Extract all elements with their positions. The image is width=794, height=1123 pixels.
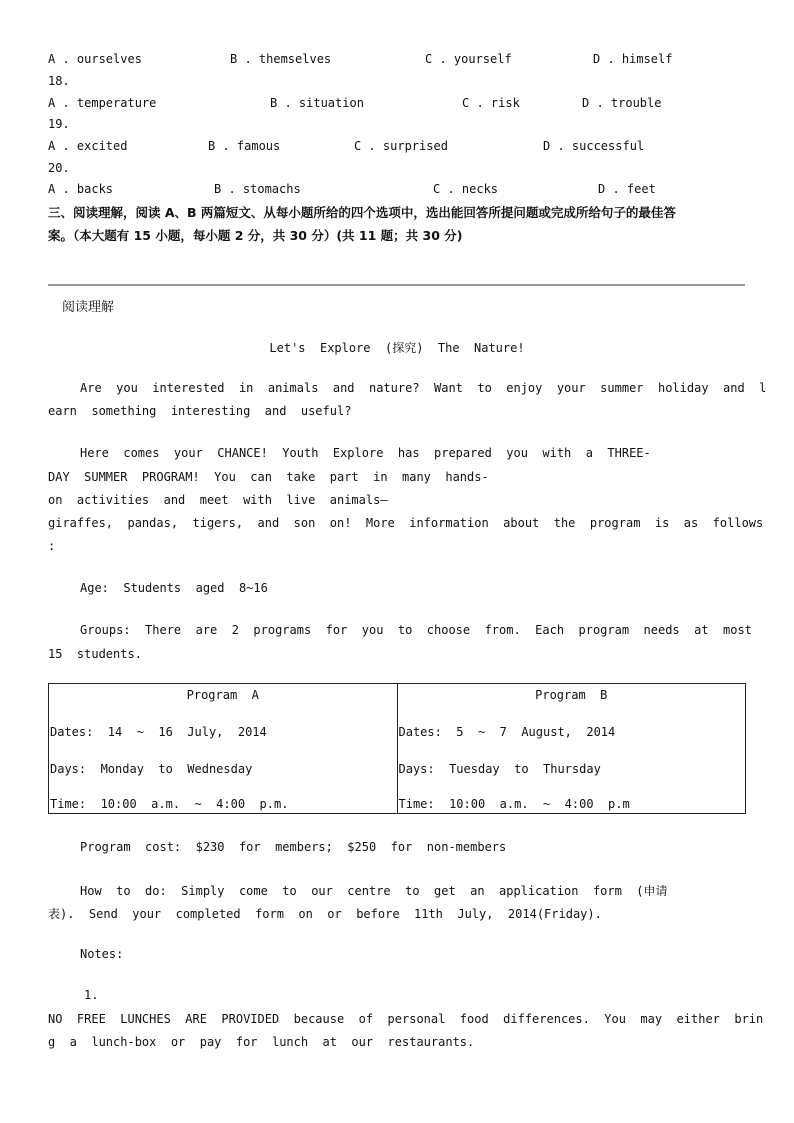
question-19-options [48, 139, 746, 155]
option-b: B . situation [270, 96, 364, 110]
program-a-title: Program A [186, 688, 259, 702]
reading-label: 阅读理解 [62, 300, 115, 315]
age-info: Age: Students aged 8~16 [80, 581, 268, 595]
question-number: 19. [48, 117, 70, 131]
option-b: B . famous [208, 139, 281, 153]
section-heading: 三、阅读理解，阅读 A、B 两篇短文、从每小题所给的四个选项中，选出能回答所提问题或完成所给句子的最佳答 [48, 205, 676, 220]
option-c: C . yourself [425, 52, 512, 66]
program-b-time: Time: 10:00 a.m. ~ 4:00 p.m [398, 797, 630, 811]
option-d: D . himself [593, 52, 673, 66]
paragraph-2-line: on activities and meet with live animals— [48, 493, 388, 507]
paragraph-1-line: earn something interesting and useful? [48, 404, 352, 418]
paragraph-2-line: DAY SUMMER PROGRAM! You can take part in many hands- [48, 470, 489, 484]
how-to-line: 表). Send your completed form on or before 11th July, 2014(Friday). [48, 907, 602, 921]
section-heading-cont: 案。（本大题有 15 小题，每小题 2 分，共 30 分）(共 11 题；共 30 分) [48, 228, 463, 243]
paragraph-2-line: Here comes your CHANCE! Youth Explore has prepared you with a THREE- [80, 446, 651, 460]
program-cost: Program cost: $230 for members; $250 for non-members [80, 840, 507, 854]
option-d: D . trouble [582, 96, 662, 110]
question-20-options [48, 182, 746, 198]
notes-label: Notes: [80, 947, 124, 961]
question-number: 20. [48, 161, 70, 175]
option-a: A . temperature [48, 96, 157, 110]
program-a-cell [49, 684, 398, 814]
program-b-cell [397, 684, 746, 814]
note-1-line: NO FREE LUNCHES ARE PROVIDED because of personal food differences. You may either brin [48, 1012, 764, 1026]
option-c: C . surprised [354, 139, 448, 153]
question-18-options [48, 96, 746, 112]
program-a-days: Days: Monday to Wednesday [50, 762, 253, 776]
groups-info: Groups: There are 2 programs for you to choose from. Each program needs at most [80, 623, 752, 637]
program-a-dates: Dates: 14 ~ 16 July, 2014 [50, 725, 267, 739]
option-d: D . feet [598, 182, 656, 196]
note-1-line: g a lunch-box or pay for lunch at our restaurants. [48, 1035, 475, 1049]
option-a: A . excited [48, 139, 128, 153]
program-table [48, 683, 746, 814]
question-17-options [48, 52, 746, 68]
option-a: A . backs [48, 182, 114, 196]
option-a: A . ourselves [48, 52, 142, 66]
paragraph-2-line: giraffes, pandas, tigers, and son on! More information about the program is as follows [48, 516, 764, 530]
paragraph-2-line: : [48, 539, 56, 553]
program-a-time: Time: 10:00 a.m. ~ 4:00 p.m. [50, 797, 289, 811]
program-b-days: Days: Tuesday to Thursday [398, 762, 601, 776]
option-c: C . necks [433, 182, 499, 196]
section-divider [48, 284, 745, 286]
note-number: 1. [84, 988, 99, 1002]
how-to-line: How to do: Simply come to our centre to get an application form (申请 [80, 884, 668, 898]
paragraph-1-line: Are you interested in animals and nature? Want to enjoy your summer holiday and l [80, 381, 767, 395]
question-number: 18. [48, 74, 70, 88]
program-b-title: Program B [535, 688, 608, 702]
passage-title: Let's Explore (探究) The Nature! [269, 341, 525, 355]
option-b: B . stomachs [214, 182, 301, 196]
program-b-dates: Dates: 5 ~ 7 August, 2014 [398, 725, 616, 739]
option-b: B . themselves [230, 52, 332, 66]
option-d: D . successful [543, 139, 645, 153]
groups-info-cont: 15 students. [48, 647, 142, 661]
option-c: C . risk [462, 96, 520, 110]
